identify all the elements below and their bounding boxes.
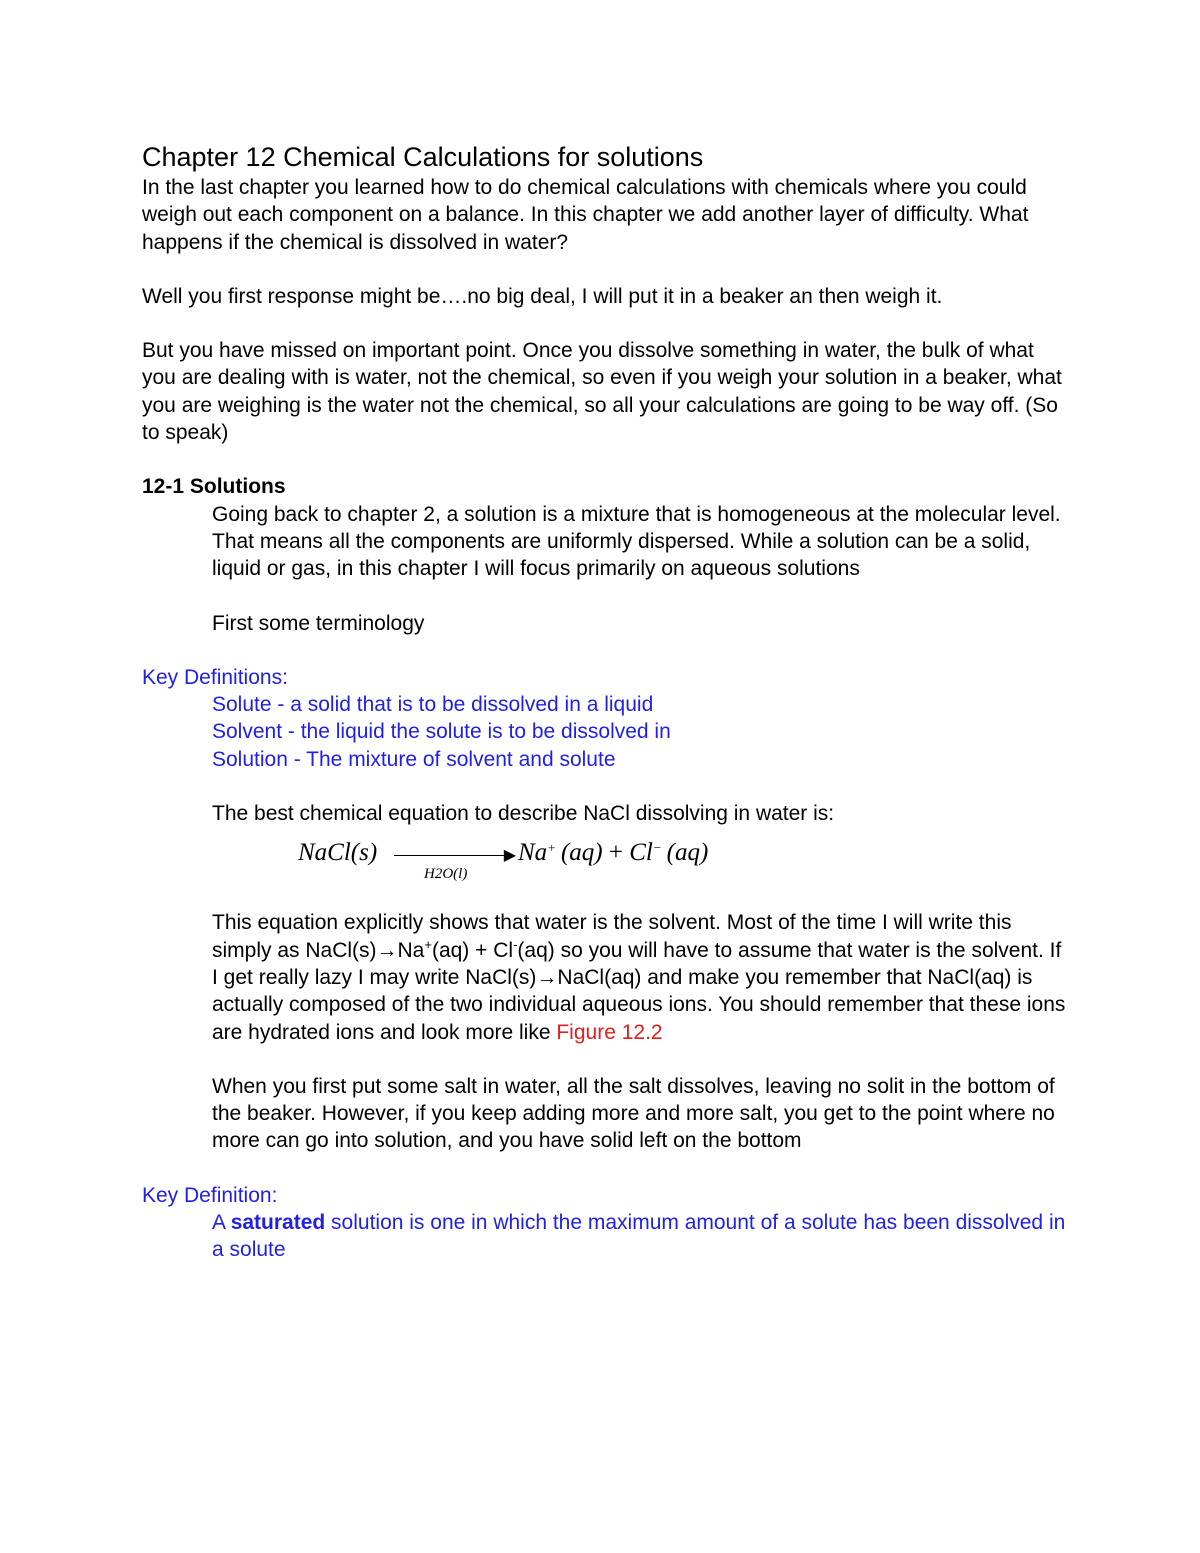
plus-sign: + bbox=[608, 839, 623, 867]
equation-reactant: NaCl(s) bbox=[298, 839, 378, 867]
chloride-state: (aq) bbox=[666, 839, 709, 867]
chemical-equation bbox=[298, 827, 1072, 883]
sodium-charge: + bbox=[547, 840, 556, 856]
figure-reference-link[interactable]: Figure 12.2 bbox=[556, 1020, 663, 1044]
section-heading: 12-1 Solutions bbox=[142, 475, 286, 499]
sodium-ion: Na bbox=[518, 839, 548, 867]
response-paragraph: Well you first response might be….no big deal, I will put it in a beaker an then weigh it. bbox=[142, 284, 943, 308]
terminology-paragraph: First some terminology bbox=[212, 611, 425, 635]
reaction-arrow bbox=[394, 839, 516, 883]
chloride-ion: Cl bbox=[629, 839, 653, 867]
definition-solvent: Solvent - the liquid the solute is to be dissolved in bbox=[212, 720, 671, 744]
important-point-paragraph: But you have missed on important point. Once you dissolve something in water, the bulk of what you are dealing with is water, not the chemical, so even if you weigh your solution in a beaker, what you are weighing is the water not the chemical, so all your calculations are going to be way off. (So to speak) bbox=[142, 339, 1062, 445]
chloride-charge: − bbox=[652, 840, 662, 856]
arrow-head-icon: ▶ bbox=[503, 847, 516, 865]
saturated-term: saturated bbox=[230, 1211, 326, 1235]
equation-intro: The best chemical equation to describe NaCl dissolving in water is: bbox=[212, 802, 835, 826]
intro-paragraph: In the last chapter you learned how to do chemical calculations with chemicals where you could weigh out each component on a balance. In this chapter we add another layer of difficulty. What happens if the chemical is dissolved in water? bbox=[142, 176, 1029, 254]
salt-paragraph: When you first put some salt in water, all the salt dissolves, leaving no solit in the bottom of the beaker. However, if you keep adding more and more salt, you get to the point where no more can go into solution, and you have solid left on the bottom bbox=[212, 1074, 1055, 1153]
equation-products bbox=[518, 839, 708, 866]
solutions-paragraph: Going back to chapter 2, a solution is a mixture that is homogeneous at the molecular level. That means all the components are uniformly dispersed. While a solution can be a solid, liquid or gas, in this chapter I will focus primarily on aqueous solutions bbox=[212, 502, 1061, 581]
definition-saturated: A saturated solution is one in which the maximum amount of a solute has been dissolved in a solute bbox=[212, 1211, 1066, 1262]
sodium-state: (aq) bbox=[560, 839, 603, 867]
key-definition-label: Key Definition: bbox=[142, 1183, 278, 1207]
chapter-title: Chapter 12 Chemical Calculations for solutions bbox=[142, 142, 704, 172]
key-definitions-label: Key Definitions: bbox=[142, 665, 288, 689]
definition-solution: Solution - The mixture of solvent and solute bbox=[212, 747, 616, 771]
equation-explanation: This equation explicitly shows that water is the solvent. Most of the time I will write this simply as NaCl(s)→Na+(aq) + Cl-(aq) so you will have to assume that water is the solvent. If I get really lazy I may write NaCl(s)→NaCl(aq) and make you remember that NaCl(aq) is actually composed of the two individual aqueous ions. You should remember that these ions are hydrated ions and look more like Figure 12.2 bbox=[212, 911, 1066, 1044]
definition-solute: Solute - a solid that is to be dissolved in a liquid bbox=[212, 693, 654, 717]
arrow-condition: H2O(l) bbox=[424, 866, 468, 883]
document-page bbox=[142, 140, 1072, 1264]
